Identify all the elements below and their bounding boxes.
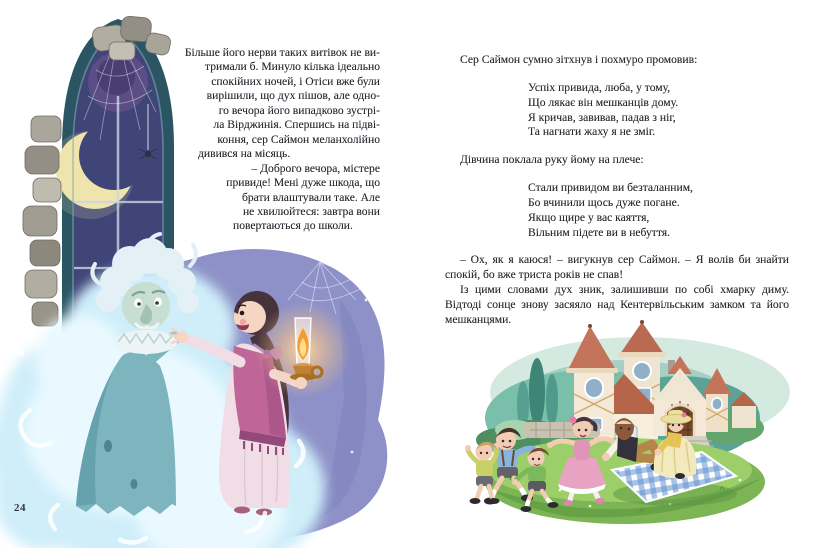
text-line: – Доброго вечора, містере: [251, 161, 380, 175]
text-line: брати влаштували таке. Але: [241, 190, 380, 204]
text-line: дивився на місяць.: [198, 147, 291, 161]
ghost-verse: [528, 81, 789, 140]
verse-line: Стали привидом ви безталанним,: [528, 181, 693, 195]
verse-line: Вільним підете ви в небуття.: [528, 225, 671, 239]
text-line: спокійних ночей, і Отіси вже були: [211, 74, 380, 88]
text-line: го вечора його випадково зустрі-: [218, 103, 380, 117]
text-line: привиде! Мені дуже шкода, що: [226, 176, 380, 190]
oil-lamp: [255, 302, 351, 398]
text-line: коння, сер Саймон меланхолійно: [217, 132, 380, 146]
verse-line: Успіх привида, люба, у тому,: [528, 81, 671, 94]
text-line: Більше його нерви таких витівок не ви-: [184, 46, 380, 59]
right-page-text: [445, 52, 789, 327]
text-line: вирішили, що дух пішов, але одно-: [206, 89, 380, 103]
canterville-castle-illustration: [440, 320, 824, 548]
paragraph: Із цими словами дух зник, залишивши по собі хмарку диму. Відтоді сонце знову засяяло над Кентервільським замком та його мешканцями.: [445, 283, 789, 327]
text-line: ла Вірджинія. Спершись на підві-: [213, 118, 380, 132]
verse-line: Якщо щире у вас каяття,: [528, 210, 650, 224]
paragraph: – Ох, як я каюся! – вигукнув сер Саймон. – Я волів би знайти спокій, бо вже триста років не спав!: [445, 253, 789, 282]
paragraph: Дівчина поклала руку йому на плече:: [460, 153, 644, 167]
virginia-verse: [528, 181, 789, 240]
verse-line: Що лякає він мешканців дому.: [528, 95, 679, 109]
text-line: не хвилюйтеся: завтра вони: [242, 204, 380, 218]
paragraph: Сер Саймон сумно зітхнув і похмуро промовив:: [460, 53, 698, 66]
right-page: [412, 0, 824, 548]
left-page-text: [158, 46, 380, 234]
verse-line: Я кричав, завивав, падав з ніг,: [528, 110, 676, 124]
text-line: тримали б. Минуло кілька ідеально: [205, 60, 380, 74]
text-line: повертаються до школи.: [233, 219, 353, 233]
page-number: 24: [14, 502, 26, 514]
verse-line: Та нагнати жаху я не зміг.: [528, 125, 656, 139]
verse-line: Бо вчинили щось дуже погане.: [528, 195, 680, 209]
